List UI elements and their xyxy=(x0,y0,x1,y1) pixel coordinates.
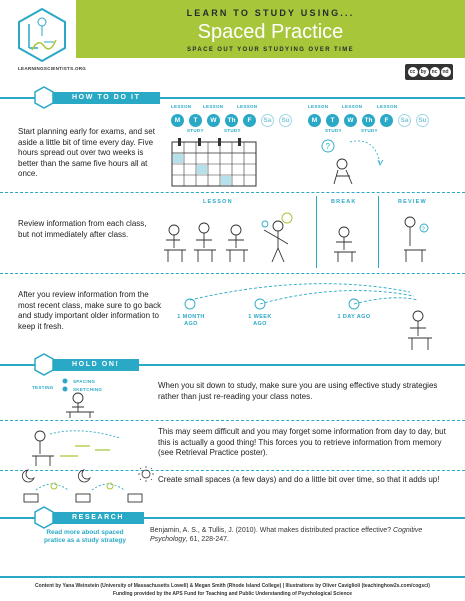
step1-text: Start planning early for exams, and set aside a little bit of time every day. Five hours spread out over two weeks is better than the same five hours all at once. xyxy=(18,127,155,178)
poster-footer xyxy=(0,576,465,601)
read-more-link[interactable]: Read more about spaced pratice as a study strategy xyxy=(43,529,126,544)
day-sat: Sa xyxy=(261,114,274,127)
section-divider xyxy=(0,420,465,421)
study-tag: STUDY xyxy=(361,128,378,133)
credits-line: Content by Yana Weinstein (University of Massachusetts Lowell) & Megan Smith (Rhode Island College) | Illustrations by Oliver Caviglioli (teachinghow2s.com/cogsci) xyxy=(35,583,430,589)
section-heading: HOLD ON! xyxy=(50,359,139,371)
lesson-tag: LESSON xyxy=(377,104,398,109)
day-thu: Th xyxy=(362,114,375,127)
study-tag: STUDY xyxy=(325,128,342,133)
site-url: LEARNINGSCIENTISTS.ORG xyxy=(18,66,87,71)
study-tag: STUDY xyxy=(187,128,204,133)
ago-label: 1 WEEK AGO xyxy=(248,314,272,327)
funding-line: Funding provided by the APS Fund for Teaching and Public Understanding of Psychological Science xyxy=(112,591,353,597)
day-sun: Su xyxy=(279,114,292,127)
lesson-tag: LESSON xyxy=(342,104,363,109)
day-thu: Th xyxy=(225,114,238,127)
citation xyxy=(150,526,450,544)
section-heading: HOW TO DO IT xyxy=(50,92,160,104)
kicker: LEARN TO STUDY USING... xyxy=(186,8,355,18)
step3-text: After you review information from the most recent class, make sure to go back and study important older information to keep it fresh. xyxy=(18,290,162,331)
learning-scientists-logo xyxy=(18,8,66,62)
day-wed: W xyxy=(207,114,220,127)
hexagon-icon xyxy=(34,86,54,109)
day-wed: W xyxy=(344,114,357,127)
student-thinking-icon xyxy=(320,134,390,186)
lesson-tag: LESSON xyxy=(237,104,258,109)
nc-icon: nc xyxy=(430,67,440,77)
moon-sun-cycle-illustration xyxy=(18,464,158,506)
day-mon: M xyxy=(171,114,184,127)
testing-label: TESTING xyxy=(32,385,54,390)
citation-journal: Cognitive Psychology xyxy=(150,527,423,543)
svg-text:?: ? xyxy=(421,227,425,233)
day-fri: F xyxy=(243,114,256,127)
classroom-illustration xyxy=(160,210,460,266)
review-column-label: REVIEW xyxy=(398,199,427,205)
hexagon-icon xyxy=(34,506,54,529)
hold-on-para-3: Create small spaces (a few days) and do a little bit over time, so that it adds up! xyxy=(158,475,440,484)
day-sat: Sa xyxy=(398,114,411,127)
study-desk-illustration xyxy=(20,392,140,418)
research-section-bar xyxy=(0,512,465,524)
break-column-label: BREAK xyxy=(331,199,357,205)
section-heading: RESEARCH xyxy=(50,512,144,524)
forgetting-illustration xyxy=(20,426,140,468)
hexagon-icon xyxy=(34,353,54,376)
page-subtitle: SPACE OUT YOUR STUDYING OVER TIME xyxy=(187,47,354,53)
ago-label: 1 DAY AGO xyxy=(337,314,371,320)
week-day-strip xyxy=(160,103,460,131)
lesson-column-label: LESSON xyxy=(203,199,233,205)
day-sun: Su xyxy=(416,114,429,127)
ago-label: 1 MONTH AGO xyxy=(177,314,205,327)
by-icon: by xyxy=(419,67,429,77)
calendar-icon xyxy=(168,138,258,188)
lesson-tag: LESSON xyxy=(171,104,192,109)
page-title: Spaced Practice xyxy=(197,21,344,43)
spacing-label: SPACING xyxy=(73,379,96,384)
license-badge[interactable] xyxy=(405,64,453,80)
lesson-tag: LESSON xyxy=(203,104,224,109)
section-divider xyxy=(0,192,465,193)
cc-icon: cc xyxy=(408,67,418,77)
study-tag: STUDY xyxy=(224,128,241,133)
hold-on-para-2: This may seem difficult and you may forget some information from day to day, but this is actually a good thing! This forces you to retrieve information from memory (see Retrieval Practice poster). xyxy=(158,427,446,457)
citation-authors: Benjamin, A. S., & Tullis, J. (2010). What makes distributed practice effective? xyxy=(150,527,394,534)
day-tue: T xyxy=(326,114,339,127)
title-band xyxy=(76,0,465,58)
review-timeline-illustration xyxy=(170,278,460,352)
step2-text: Review information from each class, but not immediately after class. xyxy=(18,219,147,239)
svg-text:?: ? xyxy=(325,142,330,151)
nd-icon: nd xyxy=(442,69,449,75)
day-mon: M xyxy=(308,114,321,127)
poster-header xyxy=(0,0,465,75)
citation-details: , 61, 228-247. xyxy=(185,536,229,543)
lesson-tag: LESSON xyxy=(308,104,329,109)
hold-on-para-1: When you sit down to study, make sure you are using effective study strategies rather than just re-reading your class notes. xyxy=(158,381,438,401)
day-fri: F xyxy=(380,114,393,127)
hold-on-section-bar xyxy=(0,359,465,371)
section-divider xyxy=(0,273,465,274)
day-tue: T xyxy=(189,114,202,127)
sketching-label: SKETCHING xyxy=(73,387,103,392)
